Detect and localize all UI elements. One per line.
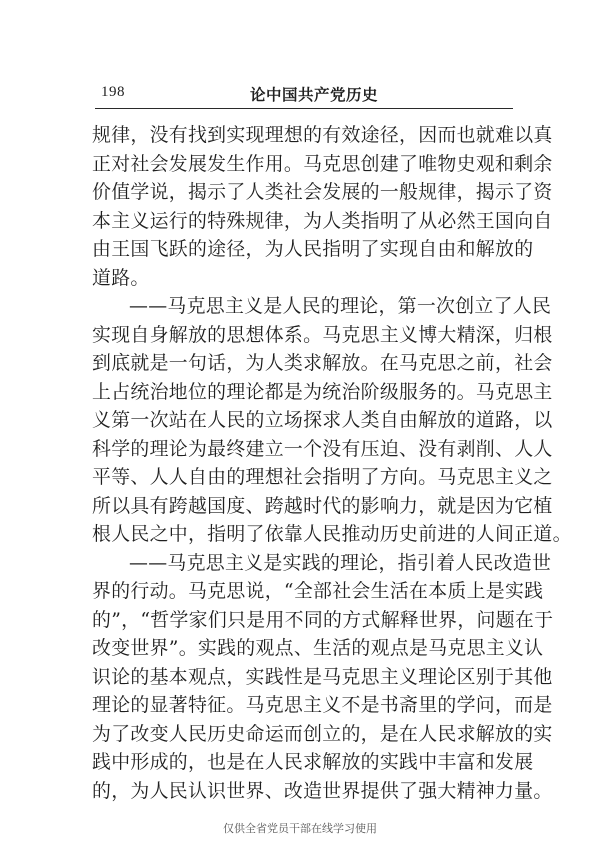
page-number: 198 bbox=[101, 84, 125, 100]
text-line: 科学的理论为最终建立一个没有压迫、没有剥削、人人 bbox=[92, 437, 553, 460]
text-line: 根人民之中，指明了依靠人民推动历史前进的人间正道。 bbox=[92, 523, 572, 545]
text-line: 到底就是一句话，为人类求解放。在马克思之前，社会 bbox=[92, 352, 553, 374]
text-line: 的”，“哲学家们只是用不同的方式解释世界，问题在于 bbox=[92, 608, 554, 631]
text-line: 上占统治地位的理论都是为统治阶级服务的。马克思主 bbox=[92, 380, 553, 403]
header-rule bbox=[95, 108, 513, 109]
text-line: 义第一次站在人民的立场探求人类自由解放的道路，以 bbox=[92, 409, 553, 431]
text-line: 道路。 bbox=[92, 266, 150, 289]
paragraph-start-line: ——马克思主义是实践的理论，指引着人民改造世 bbox=[129, 551, 552, 574]
text-line: 正对社会发展发生作用。马克思创建了唯物史观和剩余 bbox=[92, 152, 553, 175]
footer-watermark-note: 仅供全省党员干部在线学习使用 bbox=[223, 822, 377, 835]
paragraph-start-line: ——马克思主义是人民的理论，第一次创立了人民 bbox=[129, 295, 552, 317]
running-title: 论中国共产党历史 bbox=[250, 86, 379, 104]
text-line: 界的行动。马克思说，“全部社会生活在本质上是实践 bbox=[92, 580, 544, 602]
body-text bbox=[92, 121, 572, 805]
text-line: 理论的显著特征。马克思主义不是书斋里的学问，而是 bbox=[92, 694, 553, 716]
text-line: 改变世界”。实践的观点、生活的观点是马克思主义认 bbox=[92, 637, 544, 659]
text-line: 为了改变人民历史命运而创立的，是在人民求解放的实 bbox=[92, 722, 553, 745]
text-line: 本主义运行的特殊规律，为人类指明了从必然王国向自 bbox=[92, 209, 553, 232]
text-line: 的，为人民认识世界、改造世界提供了强大精神力量。 bbox=[92, 779, 553, 802]
page-header bbox=[95, 80, 510, 104]
text-line: 平等、人人自由的理想社会指明了方向。马克思主义之 bbox=[92, 466, 553, 488]
text-line: 所以具有跨越国度、跨越时代的影响力，就是因为它植 bbox=[92, 494, 553, 517]
text-line: 规律，没有找到实现理想的有效途径，因而也就难以真 bbox=[92, 124, 553, 146]
text-line: 价值学说，揭示了人类社会发展的一般规律，揭示了资 bbox=[92, 181, 553, 203]
text-line: 识论的基本观点，实践性是马克思主义理论区别于其他 bbox=[92, 665, 553, 688]
text-line: 实现自身解放的思想体系。马克思主义博大精深，归根 bbox=[92, 323, 553, 346]
text-line: 由王国飞跃的途径，为人民指明了实现自由和解放的 bbox=[92, 238, 534, 260]
text-line: 践中形成的，也是在人民求解放的实践中丰富和发展 bbox=[92, 751, 534, 773]
